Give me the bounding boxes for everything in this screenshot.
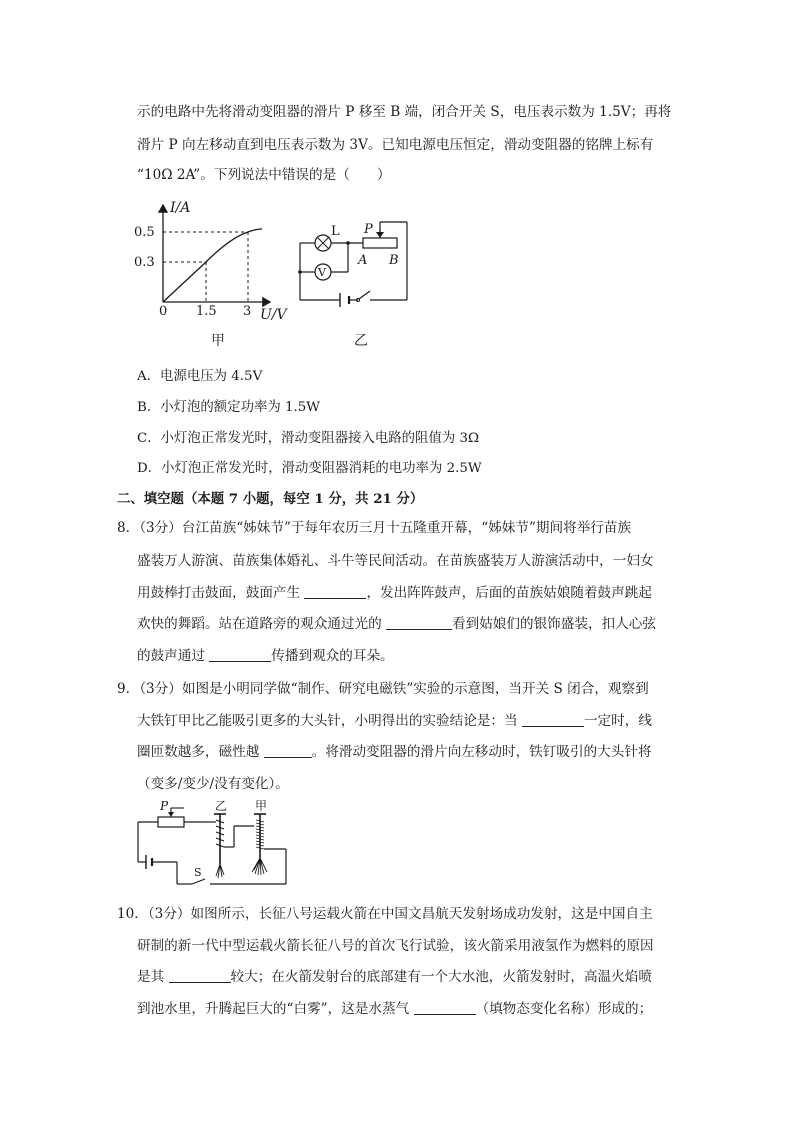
- x-tick-1-5: 1.5: [196, 304, 217, 319]
- q9-line-4: （变多/变少/没有变化）。: [137, 776, 289, 792]
- q10-line-3-a: 是其: [137, 969, 169, 985]
- figure-jia-caption: 甲: [211, 333, 225, 349]
- q8-line-5-a: 的鼓声通过: [137, 648, 210, 664]
- q8-line-3-a: 用鼓棒打击鼓面，鼓面产生: [137, 585, 305, 601]
- q8-line-3: [137, 584, 652, 602]
- q9-blank-1[interactable]: [522, 712, 584, 727]
- q10-line-1: 10．（3分）如图所示，长征八号运载火箭在中国文昌航天发射场成功发射，这是中国自主: [117, 906, 653, 922]
- q7-line-3: “10Ω 2A”。下列说法中错误的是（ ）: [137, 167, 391, 183]
- figure-q9-electromagnet: [130, 796, 300, 892]
- option-b: B．小灯泡的额定功率为 1.5W: [137, 400, 321, 415]
- section-2-title: 二、填空题（本题 7 小题，每空 1 分，共 21 分）: [117, 491, 424, 507]
- q8-line-3-b: ，发出阵阵鼓声，后面的苗族姑娘随着鼓声跳起: [366, 585, 652, 601]
- q10-line-2: 研制的新一代中型运载火箭长征八号的首次飞行试验，该火箭采用液氢作为燃料的原因: [137, 938, 654, 954]
- q8-blank-3[interactable]: [209, 647, 271, 662]
- q8-blank-1[interactable]: [304, 584, 366, 599]
- q9-pins-yi: [216, 864, 224, 878]
- figure-yi-circuit: [290, 215, 420, 315]
- q10-blank-1[interactable]: [169, 968, 231, 983]
- q8-line-4-b: 看到姑娘们的银饰盛装，扣人心弦: [452, 616, 656, 632]
- option-a: A．电源电压为 4.5V: [137, 369, 263, 384]
- q9-line-3-b: 。将滑动变阻器的滑片向左移动时，铁钉吸引的大头针将: [311, 744, 652, 760]
- q10-blank-2[interactable]: [414, 1000, 476, 1015]
- x-axis-label: U/V: [260, 307, 287, 323]
- x-tick-3: 3: [243, 304, 252, 319]
- y-tick-0-5: 0.5: [134, 225, 155, 240]
- option-d: D．小灯泡正常发光时，滑动变阻器消耗的电功率为 2.5W: [137, 461, 482, 476]
- q10-line-4-b: （填物态变化名称）形成的；: [475, 1001, 653, 1017]
- y-tick-0-3: 0.3: [134, 255, 155, 270]
- end-label-a: A: [358, 253, 368, 268]
- meter-label-v: V: [318, 266, 326, 279]
- slider-label-p: P: [364, 222, 373, 237]
- y-axis-label: I/A: [170, 200, 191, 216]
- q8-line-4: [137, 615, 656, 633]
- q9-line-2: [137, 712, 652, 730]
- origin-label: 0: [159, 304, 168, 319]
- iu-curve: [163, 229, 262, 302]
- q9-line-3: [137, 743, 652, 761]
- q9-switch-label: S: [194, 866, 202, 879]
- figure-yi-caption: 乙: [354, 333, 368, 349]
- option-c: C．小灯泡正常发光时，滑动变阻器接入电路的阻值为 3Ω: [137, 431, 480, 446]
- q9-line-2-a: 大铁钉甲比乙能吸引更多的大头针，小明得出的实验结论是：当: [137, 713, 522, 729]
- lamp-label-l: L: [331, 224, 340, 239]
- rheostat-resistor: [363, 238, 397, 248]
- figure-jia-iu-graph: [130, 195, 300, 345]
- switch-blade: [359, 291, 370, 299]
- q9-blank-2[interactable]: [264, 743, 312, 758]
- q9-pins-jia: [252, 858, 267, 875]
- q9-line-1: 9．（3分）如图是小明同学做“制作、研究电磁铁”实验的示意图，当开关 S 闭合，观察到: [117, 681, 649, 697]
- q9-line-3-a: 圈匝数越多，磁性越: [137, 744, 264, 760]
- q8-line-1: 8．（3分）台江苗族“姊妹节”于每年农历三月十五隆重开幕，“姊妹节”期间将举行苗族: [117, 520, 632, 536]
- q8-line-4-a: 欢快的舞蹈。站在道路旁的观众通过光的: [137, 616, 387, 632]
- end-label-b: B: [389, 253, 399, 268]
- q9-nail-jia-label: 甲: [255, 799, 268, 813]
- q10-line-3-b: 较大；在火箭发射台的底部建有一个大水池，火箭发射时，高温火焰喷: [230, 969, 652, 985]
- q7-line-1: 示的电路中先将滑动变阻器的滑片 P 移至 B 端，闭合开关 S，电压表示数为 1.5V；再将: [137, 104, 672, 120]
- q9-line-2-b: 一定时，线: [583, 713, 652, 729]
- q10-line-3: [137, 968, 652, 986]
- q10-line-4-a: 到池水里，升腾起巨大的“白雾”，这是水蒸气: [137, 1001, 414, 1017]
- q9-slider-label: P: [160, 799, 169, 813]
- q7-line-2: 滑片 P 向左移动直到电压表示数为 3V。已知电源电压恒定，滑动变阻器的铭牌上标有: [137, 137, 654, 153]
- q8-line-5: [137, 647, 394, 665]
- q9-nail-yi-label: 乙: [215, 799, 228, 813]
- q8-line-5-b: 传播到观众的耳朵。: [271, 648, 394, 664]
- q9-switch: [192, 879, 205, 884]
- q9-rheostat: [158, 817, 184, 827]
- q8-line-2: 盛装万人游演、苗族集体婚礼、斗牛等民间活动。在苗族盛装万人游演活动中，一妇女: [137, 553, 654, 569]
- q10-line-4: [137, 1000, 652, 1018]
- q8-blank-2[interactable]: [386, 615, 452, 630]
